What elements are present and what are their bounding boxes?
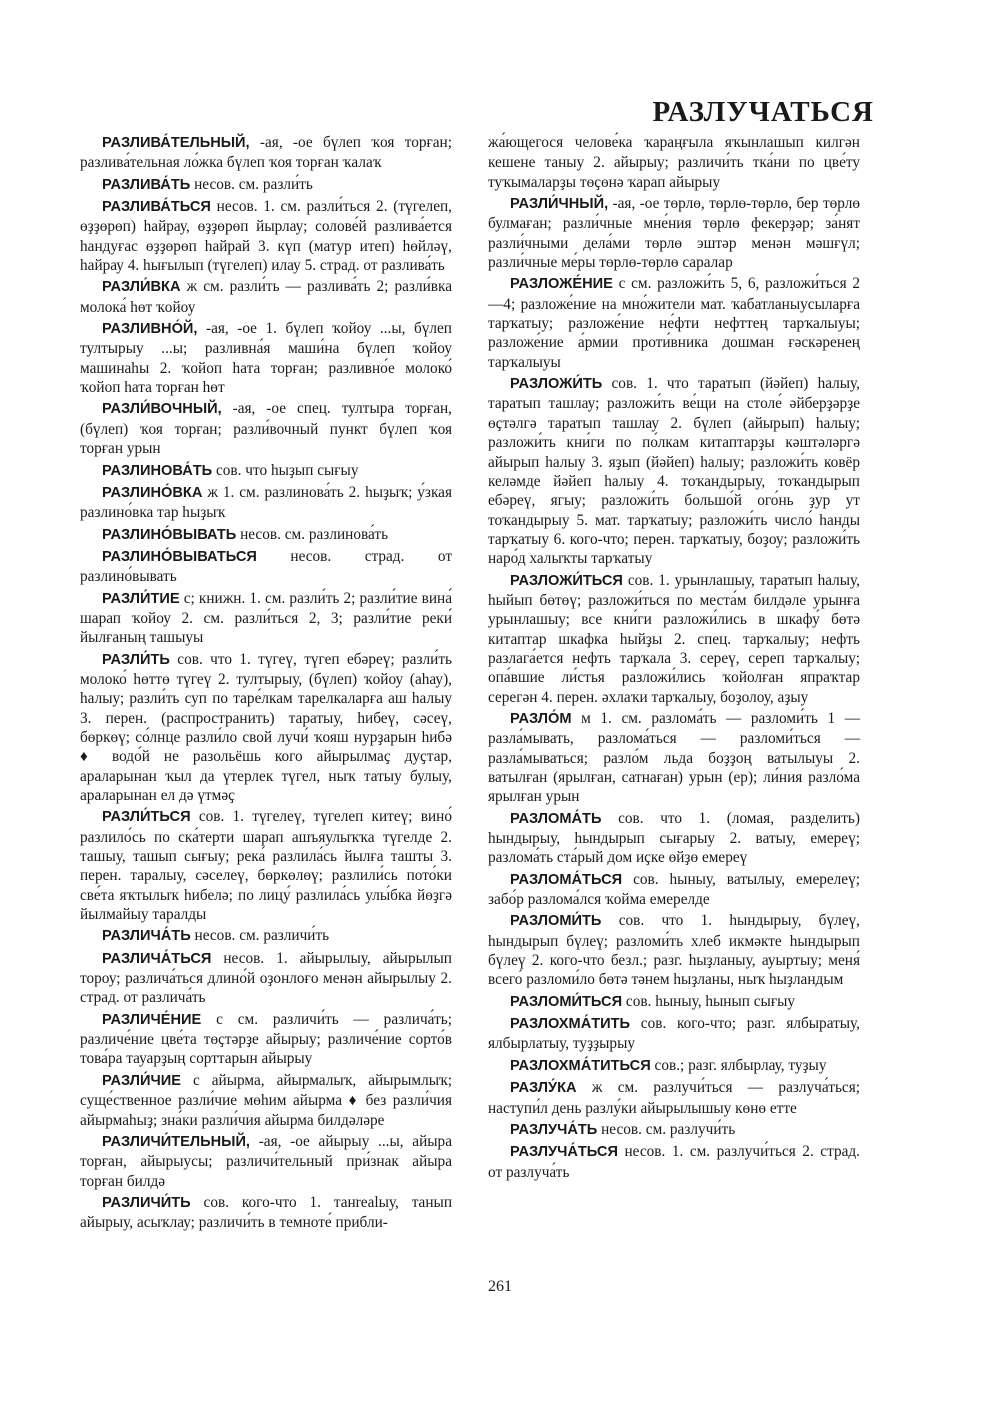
- headword: РАЗЛИЧЕ́НИЕ: [102, 1011, 202, 1028]
- entry-text: сов. 1. что таратып (йәйеп) һалыу, таратып ташлау; разложи́ть ве́щи на столе́ әйберҙәрҙе өҫтәлгә таратып ташлау 2. бүлеп (айырып) һалыу; разложи́ть кни́ги по по́лкам китаптарҙы кәштәләргә айырып һалыу 3. яҙып (йәйеп) һалыу; разложи́ть ковёр келәмде йәйеп һалыу 4. тоҡандырыу, тоҡандырып ебәреү, ягыу; разложи́ть большо́й ого́нь ҙур ут тоҡандырыу 5. мат. тарҡатыу; разложи́ть число́ һанды тарҡатыу 6. кого-что; перен. тарҡатыу, боҙоу; разложи́ть наро́д халыҡты тарҡатыу: [488, 375, 860, 568]
- dictionary-entry: [80, 807, 452, 924]
- headword: РАЗЛИВА́ТЕЛЬНЫЙ,: [102, 135, 250, 151]
- entry-text: жа́ющегося челове́ка ҡараңғыла яҡынлашып килгән кешене таныу 2. айырыу; различи́ть тка́ни по цве́ту туҡымаларҙы төҫөнә ҡарап айырыу: [488, 134, 860, 191]
- entry-text: с см. различи́ть — различа́ть; различе́ние цве́та төҫтәрҙе айырыу; различе́ние сорто́в това́ра тауарҙың сорттарын айырыу: [80, 1010, 452, 1068]
- dictionary-entry: [488, 709, 860, 807]
- headword: РАЗЛИ́ТЬ: [102, 651, 170, 668]
- dictionary-entry: [80, 277, 452, 317]
- entry-text: сов. һыныу, ватылыу, емерелеү; забо́р разлома́лся ҡойма емерелде: [488, 870, 860, 909]
- entry-text: сов. что 1. (ломая, разделить) һындырыу, һындырып сығарыу 2. ватыу, емереү; разлома́ть ста́рый дом иҫке өйҙө емереү: [488, 809, 860, 867]
- headword: РАЗЛОМА́ТЬСЯ: [510, 871, 623, 888]
- headword: РАЗЛИ́ВОЧНЫЙ,: [102, 401, 222, 418]
- entry-text: сов. что һыҙып сығыу: [215, 461, 359, 479]
- entry-text: сов. 1. урынлашыу, таратып һалыу, һыйып бөтөү; разложи́ться по места́м билдәле урынға урынлашыу; все кни́ги разложи́лись в шкафу́ бөтә китаптар шкафка һыйҙы 2. спец. тарҡалыу; нефть разлага́ется нефть тарҡала 3. сереү, сереп тарҡалыу; опа́вшие ли́стья разложи́лись ҡойолған япраҡтар серегән 4. перен. әхлаҡи тарҡалыу, боҙолоу, аҙыу: [488, 571, 860, 706]
- headword: РАЗЛИВА́ТЬСЯ: [102, 199, 211, 216]
- dictionary-entry: [80, 589, 452, 648]
- dictionary-entry: [80, 949, 452, 1008]
- headword: РАЗЛУ́КА: [510, 1080, 577, 1097]
- dictionary-entry: [80, 1071, 452, 1130]
- headword: РАЗЛОХМА́ТИТЬСЯ: [510, 1057, 651, 1074]
- entry-text: несов. см. различи́ть: [194, 927, 330, 945]
- entry-text: несов. 1. айырылыу, айырылып тороу; различа́ться длино́й оҙонлоғо менән айырылыу 2. страд. от различа́ть: [80, 949, 452, 1007]
- dictionary-entry: [488, 1142, 860, 1182]
- dictionary-entry: [80, 319, 452, 397]
- headword: РАЗЛИНО́ВКА: [102, 484, 203, 501]
- entry-text: -ая, -ое бүлеп ҡоя торған; разлива́тельная ло́жка бүлеп ҡоя торған ҡалаҡ: [80, 134, 452, 172]
- right-column: [488, 133, 860, 1184]
- entry-text: с см. разложи́ть 5, 6, разложи́ться 2—4; разложе́ние на мно́жители мат. ҡабатланыусыларға тарҡатыу; разложе́ние не́фти нефттең тарҡалыуы; разложе́ние а́рмии проти́вника дошман ғәскәренең тарҡалыуы: [488, 275, 861, 371]
- entry-text: несов. 1. см. разли́ться 2. (түгелеп, өҙҙөрөп) һайрау, өҙҙөрөп йырлау; солове́й разлива́ется һандуғас өҙҙөрөп һайрай 3. күп (матур итеп) һөйләү, һайрау 4. һығылып (түгелеп) илау 5. страд. от разлива́ть: [80, 198, 452, 275]
- headword: РАЗЛИ́ТЬСЯ: [102, 809, 191, 826]
- headword: РАЗЛОМИ́ТЬ: [510, 913, 602, 930]
- dictionary-entry: [80, 926, 452, 946]
- running-head: РАЗЛУЧАТЬСЯ: [652, 96, 874, 128]
- headword: РАЗЛОМИ́ТЬСЯ: [510, 993, 623, 1010]
- entry-text: сов. 1. түгелеү, түгелеп китеү; вино́ разлило́сь по ска́терти шарап ашъяулыҡҡа түгелде 2. ташыу, ташып сығыу; река́ разлила́сь йылға ташты 3. перен. таралыу, сәселеү, бөркөлөү; разлили́сь пото́ки све́та яҡтылыҡ һибелә; по лицу́ разлила́сь улы́бка йөҙгә йылмайыу таралды: [80, 808, 453, 924]
- entry-text: -ая, -ое айырыу ...ы, айыра торған, айырыусы; различи́тельный при́знак айыра торған билдә: [80, 1132, 452, 1190]
- dictionary-entry: [488, 809, 860, 868]
- dictionary-entry: [488, 1078, 860, 1118]
- headword: РАЗЛИВНО́Й,: [102, 321, 198, 338]
- entry-text: с айырма, айырмалыҡ, айырымлыҡ; суще́ственное разли́чие мөһим айырма ♦ без разли́чия айырмаһыҙ; зна́ки разли́чия айырма билдәләре: [80, 1071, 452, 1129]
- entry-text: сов. кого-что 1. танrealыу, танып айырыу, асыҡлау; различи́ть в темноте́ прибли-: [80, 1193, 452, 1232]
- dictionary-entry: [488, 133, 860, 192]
- headword: РАЗЛОЖИ́ТЬСЯ: [510, 572, 623, 589]
- dictionary-entry: [80, 483, 452, 523]
- dictionary-entry: [80, 461, 452, 481]
- entry-text: сов. кого-что; разг. ялбыратыу, ялбырлатыу, туҙҙырыу: [488, 1015, 860, 1053]
- headword: РАЗЛИНОВА́ТЬ: [102, 462, 213, 479]
- dictionary-entry: [488, 274, 860, 372]
- dictionary-entry: [488, 992, 860, 1012]
- headword: РАЗЛИЧИ́ТЕЛЬНЫЙ,: [102, 1133, 250, 1150]
- dictionary-entry: [488, 374, 860, 568]
- entry-text: сов. һыныу, һынып сығыу: [625, 992, 796, 1010]
- entry-text: несов. см. разлучи́ть: [601, 1120, 736, 1138]
- dictionary-entry: [80, 175, 452, 195]
- dictionary-entry: [80, 399, 452, 458]
- entry-text: сов.; разг. ялбырлау, туҙыу: [654, 1056, 827, 1074]
- dictionary-entry: [488, 911, 860, 989]
- headword: РАЗЛИ́ВКА: [102, 279, 181, 296]
- dictionary-entry: [80, 1010, 452, 1069]
- entry-text: -ая, -ое спец. тултыра торған, (бүлеп) ҡоя торған; разли́вочный пункт бүлеп ҡоя торған урын: [80, 400, 452, 458]
- dictionary-entry: [488, 870, 860, 910]
- entry-text: -ая, -ое 1. бүлеп ҡойоу ...ы, бүлеп тултырыу ...ы; разливна́я маши́на бүлеп ҡойоу машинаһы 2. ҡойоп һата торған; разливно́е молоко́ ҡойоп һата торған һөт: [80, 320, 452, 397]
- dictionary-entry: [488, 1014, 860, 1054]
- headword: РАЗЛО́М: [510, 710, 572, 727]
- headword: РАЗЛУЧА́ТЬСЯ: [510, 1144, 618, 1161]
- headword: РАЗЛОХМА́ТИТЬ: [510, 1016, 631, 1033]
- dictionary-entry: [488, 571, 860, 707]
- page-number: 261: [488, 1278, 512, 1295]
- entry-text: -ая, -ое төрлө, төрлө-төрлө, бер төрлө булмаған; разли́чные мне́ния төрлө фекерҙәр; за́нят разли́чными дела́ми төрлө эштәр менән мәшғүл; разли́чные ме́ры төрлө-төрлө саралар: [488, 195, 861, 272]
- entry-text: ж см. разлучи́ться — разлуча́ться; наступи́л день разлу́ки айырылышыу көнө етте: [488, 1079, 861, 1117]
- headword: РАЗЛОЖЕ́НИЕ: [510, 276, 613, 293]
- dictionary-entry: [80, 547, 452, 587]
- entry-text: несов. страд. от разлино́вывать: [80, 547, 452, 586]
- dictionary-entry: [80, 133, 452, 173]
- headword: РАЗЛИВА́ТЬ: [102, 176, 191, 193]
- headword: РАЗЛИ́ТИЕ: [102, 590, 180, 607]
- entry-text: сов. что 1. түгеү, түгеп ебәреү; разли́ть молоко́ һөттө түгеү 2. тултырыу, (бүлеп) ҡойоу (аһау), һалыу; разли́ть суп по таре́лкам тарелкаларға аш һалыу 3. перен. (распространить) таратыу, һибеү, сәсеү, бөркөү; со́лнце разли́ло свой лучи́ ҡояш нурҙарын һибә ♦ водо́й не разольёшь кого айырылмаҫ дуҫтар, араларынан ҡыл да үтерлек түгел, ныҡ татыу булыу, араларынан ел дә үтмәҫ: [80, 650, 452, 804]
- headword: РАЗЛИ́ЧИЕ: [102, 1072, 181, 1089]
- headword: РАЗЛИЧА́ТЬ: [102, 928, 191, 945]
- headword: РАЗЛИНО́ВЫВАТЬСЯ: [102, 548, 257, 565]
- headword: РАЗЛОЖИ́ТЬ: [510, 376, 603, 393]
- dictionary-entry: [488, 1120, 860, 1140]
- entry-text: несов. см. разлинова́ть: [240, 525, 389, 543]
- dictionary-entry: [488, 1056, 860, 1076]
- dictionary-entry: [80, 650, 452, 806]
- headword: РАЗЛИ́ЧНЫЙ,: [510, 196, 609, 213]
- entry-text: сов. что 1. һындырыу, бүлеү, һындырып бүлеү; разломи́ть хлеб икмәкте һындырып бүлеү 2. кого-что безл.; разг. һыҙланыу, ауыртыу; меня́ всего́ разломи́ло бөтә тәнем һыҙланы, ныҡ һыҙландым: [488, 912, 861, 989]
- headword: РАЗЛИНО́ВЫВАТЬ: [102, 526, 237, 543]
- dictionary-entry: [80, 197, 452, 275]
- dictionary-entry: [80, 1132, 452, 1191]
- entry-text: ж 1. см. разлинова́ть 2. һыҙыҡ; у́зкая разлино́вка тар һыҙыҡ: [80, 483, 452, 522]
- entry-text: с; книжн. 1. см. разли́ть 2; разли́тие вина́ шарап ҡойоу 2. см. разли́ться 2, 3; разли́тие реки́ йылғаның ташыуы: [80, 589, 452, 647]
- dictionary-entry: [80, 1193, 452, 1233]
- entry-text: несов. см. разли́ть: [194, 175, 313, 193]
- entry-text: м 1. см. разлома́ть — разломи́ть 1 — разла́мывать, разлома́ться — разломи́ться — разла́мываться; разло́м льда боҙҙоң ватылыуы 2. ватылған (ярылған, сатнаған) урын (ер); ли́ния разло́ма ярылған урын: [488, 709, 861, 806]
- headword: РАЗЛОМА́ТЬ: [510, 810, 602, 827]
- left-column: [80, 133, 452, 1235]
- dictionary-entry: [488, 194, 860, 272]
- entry-text: ж см. разли́ть — разлива́ть 2; разли́вка молока́ һөт ҡойоу: [80, 278, 452, 316]
- headword: РАЗЛИЧА́ТЬСЯ: [102, 950, 212, 967]
- headword: РАЗЛИЧИ́ТЬ: [102, 1194, 191, 1211]
- entry-text: несов. 1. см. разлучи́ться 2. страд. от разлуча́ть: [488, 1143, 860, 1181]
- dictionary-entry: [80, 525, 452, 545]
- headword: РАЗЛУЧА́ТЬ: [510, 1121, 598, 1138]
